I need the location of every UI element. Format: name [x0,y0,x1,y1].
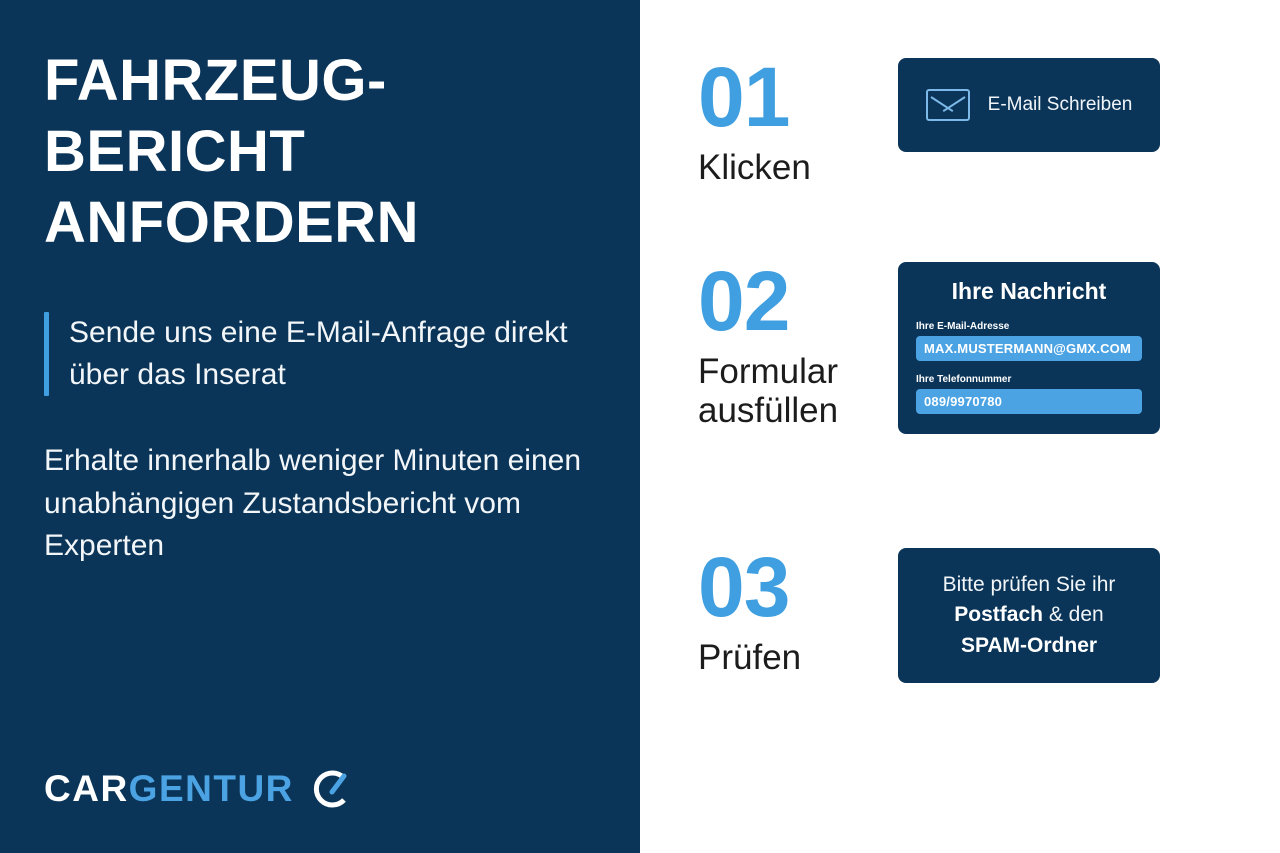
step-02-number: 02 [698,254,790,348]
body-text: Erhalte innerhalb weniger Minuten einen unabhängigen Zustandsbericht vom Experten [44,444,582,563]
check-inbox-bold-2: SPAM-Ordner [960,633,1098,657]
step-02-label: Formular ausfüllen [698,351,839,430]
logo-text-gentur: GENTUR [128,768,294,809]
accent-callout [44,312,596,396]
step-03-number: 03 [698,540,790,634]
check-inbox-line-1: Bitte prüfen Sie ihr [942,573,1116,596]
check-inbox-bold-1: Postfach [954,603,1043,627]
email-write-button[interactable] [898,58,1160,152]
step-01-number: 01 [698,50,790,144]
headline-line-1: FAHRZEUG- [44,48,387,113]
step-02 [698,254,1280,434]
check-inbox-card [898,548,1160,683]
message-form-title: Ihre Nachricht [951,278,1107,304]
step-03-label: Prüfen [698,637,802,677]
page-title [44,46,596,258]
email-field-label: Ihre E-Mail-Adresse [916,321,1010,332]
step-02-text [698,254,898,430]
headline-line-3: ANFORDERN [44,189,420,255]
logo-text-car: CAR [44,768,129,809]
phone-field[interactable]: 089/9970780 [916,389,1142,414]
email-field-block [916,321,1142,361]
email-write-button-label: E-Mail Schreiben [987,94,1133,115]
step-01-text [698,50,898,187]
step-01 [698,50,1280,187]
accent-text: Sende uns eine E-Mail-Anfrage direkt über das Inserat [69,316,568,392]
steps-panel [640,0,1280,853]
step-01-label: Klicken [698,147,811,187]
message-form-card [898,262,1160,434]
step-03 [698,540,1280,683]
check-inbox-mid: & den [1042,603,1104,627]
accent-bar [44,312,49,396]
headline-line-2: BERICHT [44,118,306,184]
envelope-icon [926,89,970,121]
step-03-text [698,540,898,677]
email-field[interactable]: MAX.MUSTERMANN@GMX.COM [916,336,1142,361]
phone-field-label: Ihre Telefonnummer [916,374,1012,385]
brand-logo [44,767,352,811]
c-circle-icon [308,767,352,811]
phone-field-block [916,374,1142,414]
